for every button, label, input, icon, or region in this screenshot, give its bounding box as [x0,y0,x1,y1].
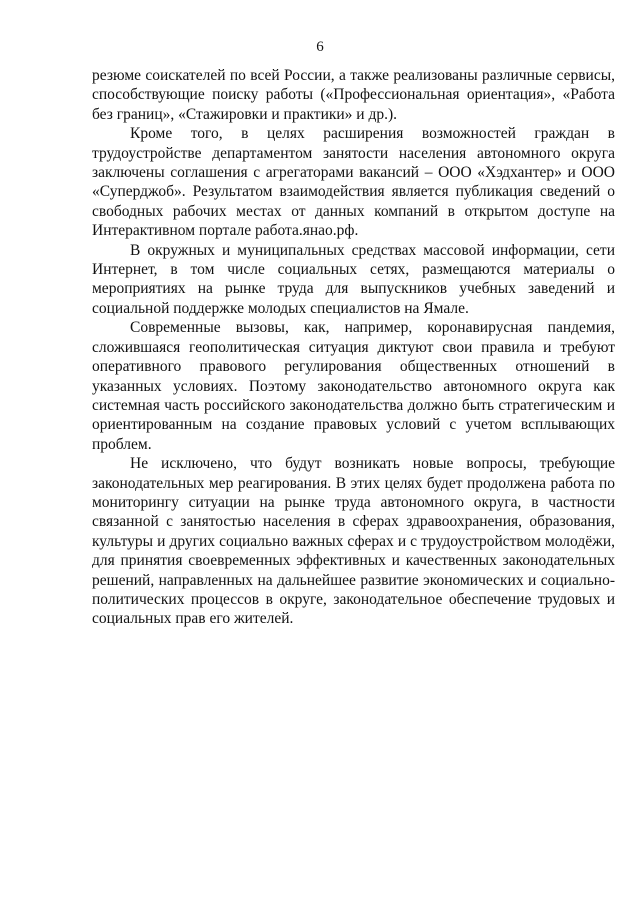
page-number: 6 [316,39,324,55]
paragraph-1: резюме соискателей по всей России, а также реализованы различные сервисы, способствующие поиску работы («Профессиональная ориентация», «Работа без границ», «Стажировки и практики» и др.). [92,67,615,123]
document-body [92,66,615,629]
paragraph-5: Не исключено, что будут возникать новые вопросы, требующие законодательных мер реагирования. В этих целях будет продолжена работа по мониторингу ситуации на рынке труда автономного округа, в частности связанной с занятостью населения в сферах здравоохранения, образования, культуры и других социально важных сферах и с трудоустройством молодёжи, для принятия своевременных эффективных и качественных законодательных решений, направленных на дальнейшее развитие экономических и социально-политических процессов в округе, законодательное обеспечение трудовых и социальных прав его жителей. [92,455,615,628]
paragraph-3: В окружных и муниципальных средствах массовой информации, сети Интернет, в том числе социальных сетях, размещаются материалы о мероприятиях на рынке труда для выпускников учебных заведений и социальной поддержке молодых специалистов на Ямале. [92,241,615,317]
paragraph-2: Кроме того, в целях расширения возможностей граждан в трудоустройстве департаментом занятости населения автономного округа заключены соглашения с агрегаторами вакансий – ООО «Хэдхантер» и ООО «Суперджоб». Результатом взаимодействия является публикация сведений о свободных рабочих местах от данных компаний в открытом доступе на Интерактивном портале работа.янао.рф. [92,125,615,240]
paragraph-4: Современные вызовы, как, например, коронавирусная пандемия, сложившаяся геополитическая ситуация диктуют свои правила и требуют оперативного правового регулирования общественных отношений в указанных условиях. Поэтому законодательство автономного округа как системная часть российского законодательства должно быть стратегическим и ориентированным на создание правовых условий с учетом всплывающих проблем. [92,319,615,453]
